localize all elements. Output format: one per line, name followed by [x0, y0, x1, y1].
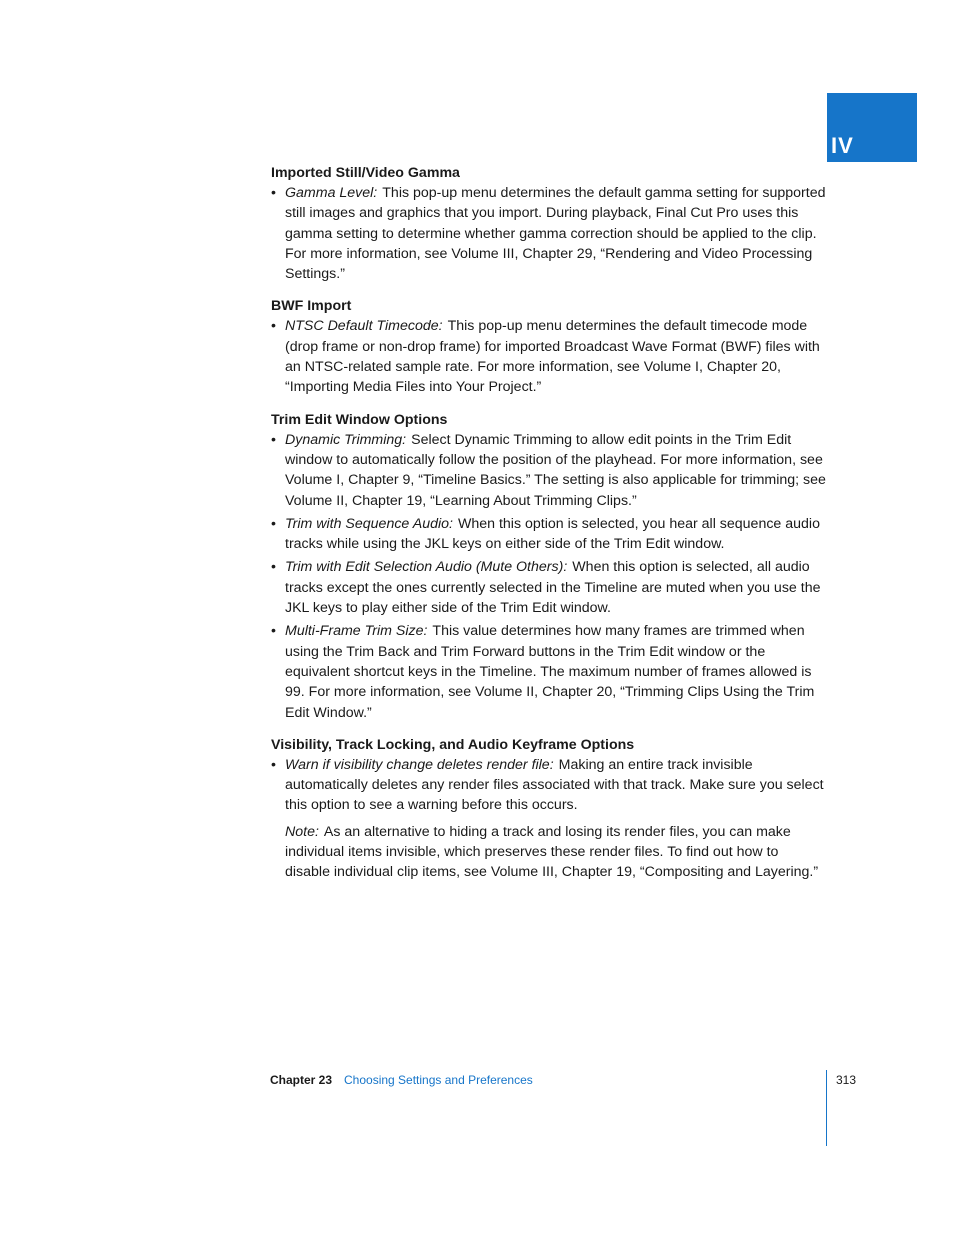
- bullet-icon: •: [271, 185, 276, 201]
- note-text: As an alternative to hiding a track and losing its render files, you can make individual items invisible, which preserves these render files. To find out how to disable individual clip items, see Volume III, Chapter 19, “Compositing and Layering.”: [285, 823, 819, 881]
- bullet-icon: •: [271, 515, 276, 532]
- bullet-text: Making an entire track invisible automatically deletes any render files associated with that track. Make sure you select this option to see a warning before this occurs.: [285, 756, 824, 814]
- bullet-text: When this option is selected, you hear all sequence audio tracks while using the JKL keys on either side of the Trim Edit window.: [285, 515, 820, 553]
- bullet-icon: •: [271, 756, 276, 773]
- section-imported-gamma: [271, 163, 827, 284]
- section-heading: Trim Edit Window Options: [271, 411, 448, 428]
- bullet-term: Trim with Edit Selection Audio (Mute Others):: [285, 559, 568, 576]
- footer-chapter: Chapter 23: [270, 1073, 333, 1087]
- bullet-term: Warn if visibility change deletes render file:: [285, 756, 554, 773]
- section-heading: BWF Import: [271, 298, 352, 315]
- bullet-item: [271, 755, 827, 816]
- page-number: 313: [836, 1073, 857, 1087]
- bullet-list: [271, 316, 827, 397]
- bullet-term: Gamma Level:: [285, 185, 378, 201]
- bullet-icon: •: [271, 559, 276, 576]
- bullet-item: [271, 316, 827, 397]
- bullet-list: [271, 430, 827, 723]
- bullet-text: This pop-up menu determines the default timecode mode (drop frame or non-drop frame) for imported Broadcast Wave Format (BWF) files with an NTSC-related sample rate. For more information, see Volume I, Chapter 20, “Importing Media Files into Your Project.”: [285, 318, 820, 396]
- section-bwf-import: [271, 296, 827, 397]
- bullet-item: [271, 621, 827, 722]
- bullet-item: [271, 183, 827, 284]
- bullet-term: Dynamic Trimming:: [285, 431, 407, 448]
- bullet-icon: •: [271, 623, 276, 640]
- note-label: Note:: [285, 823, 319, 840]
- bullet-icon: •: [271, 431, 276, 448]
- bullet-item: [271, 514, 827, 555]
- section-heading: Imported Still/Video Gamma: [271, 165, 460, 181]
- bullet-list: [271, 183, 827, 284]
- footer-chapter-title[interactable]: Choosing Settings and Preferences: [344, 1073, 533, 1087]
- footer-divider: [826, 1070, 827, 1146]
- bullet-text: When this option is selected, all audio tracks except the ones currently selected in the Timeline are muted when you use the JKL keys to play either side of the Trim Edit window.: [285, 559, 821, 617]
- section-trim-edit-window: [271, 410, 827, 723]
- section-visibility-options: [271, 735, 827, 883]
- bullet-text: This value determines how many frames are trimmed when using the Trim Back and Trim Forward buttons in the Trim Edit window or the equivalent shortcut keys in the Timeline. The maximum number of frames allowed is 99. For more information, see Volume II, Chapter 20, “Trimming Clips Using the Trim Edit Window.”: [285, 623, 815, 721]
- part-tab: [827, 93, 917, 162]
- bullet-item: [271, 557, 827, 618]
- page-content: [271, 163, 827, 897]
- bullet-list: [271, 755, 827, 816]
- bullet-term: NTSC Default Timecode:: [285, 318, 443, 335]
- bullet-item: [271, 430, 827, 511]
- bullet-text: Select Dynamic Trimming to allow edit points in the Trim Edit window to automatically follow the position of the playhead. For more information, see Volume I, Chapter 9, “Timeline Basics.” The setting is also applicable for trimming; see Volume II, Chapter 19, “Learning About Trimming Clips.”: [285, 431, 826, 509]
- part-tab-label: IV: [831, 133, 854, 158]
- bullet-term: Trim with Sequence Audio:: [285, 515, 453, 532]
- bullet-icon: •: [271, 318, 276, 335]
- section-heading: Visibility, Track Locking, and Audio Keyframe Options: [271, 736, 635, 753]
- bullet-text: This pop-up menu determines the default gamma setting for supported still images and graphics that you import. During playback, Final Cut Pro uses this gamma setting to determine whether gamma correction should be applied to the clip. For more information, see Volume III, Chapter 29, “Rendering and Video Processing Settings.”: [285, 185, 826, 283]
- bullet-term: Multi-Frame Trim Size:: [285, 623, 428, 640]
- note: [271, 822, 827, 883]
